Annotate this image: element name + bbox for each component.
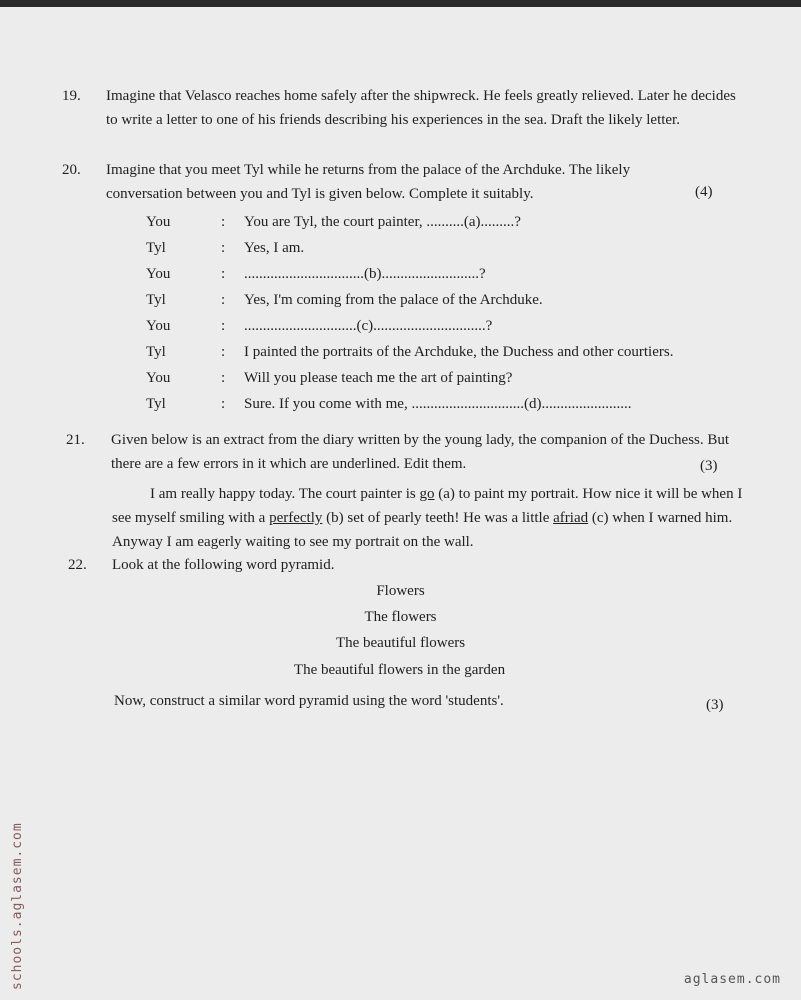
question-number: 20. [62, 162, 81, 178]
dialogue-line: ..............................(c)..............................? [244, 318, 493, 334]
question-number: 19. [62, 88, 81, 104]
speaker-label: You [146, 370, 171, 386]
diary-extract [112, 482, 744, 554]
page-top-edge [0, 0, 801, 7]
dialogue-line: Sure. If you come with me, ..............................(d)........................ [244, 396, 632, 412]
diary-text: (b) set of pearly teeth! He was a little [322, 510, 554, 526]
question-text: Look at the following word pyramid. [112, 557, 335, 573]
separator-colon: : [221, 396, 226, 412]
marks-label: (3) [706, 697, 724, 713]
dialogue-line: You are Tyl, the court painter, ..........(a).........? [244, 214, 521, 230]
pyramid-line: The beautiful flowers in the garden [293, 662, 506, 678]
separator-colon: : [221, 370, 226, 386]
question-number: 21. [66, 432, 85, 448]
dialogue-line: Yes, I am. [244, 240, 305, 256]
instruction-text: Now, construct a similar word pyramid using the word 'students'. [114, 693, 504, 709]
marks-label: (3) [700, 458, 718, 474]
speaker-label: You [146, 318, 171, 334]
underlined-error-a: go [419, 486, 435, 502]
separator-colon: : [221, 240, 226, 256]
question-text: Imagine that you meet Tyl while he returns from the palace of the Archduke. The likely conversation between you and Tyl is given below. Complete it suitably. [106, 162, 631, 202]
dialogue-line: ................................(b)..........................? [244, 266, 486, 282]
speaker-label: You [146, 214, 171, 230]
pyramid-line: The flowers [364, 609, 437, 625]
question-text: Imagine that Velasco reaches home safely after the shipwreck. He feels greatly relieved. Later he decides to write a letter to one of his friends describing his experiences in the sea. Draft the likely letter. [106, 88, 736, 128]
diary-text: I am really happy today. The court painter is [150, 486, 420, 502]
question-text: Given below is an extract from the diary written by the young lady, the companion of the Duchess. But there are a few errors in it which are underlined. Edit them. [111, 432, 730, 472]
separator-colon: : [221, 214, 226, 230]
speaker-label: Tyl [146, 396, 166, 412]
watermark-corner: aglasem.com [683, 972, 781, 987]
separator-colon: : [221, 266, 226, 282]
diary-text: (a) to paint my portrait. How nice it will be when I see myself smiling with a [112, 486, 743, 526]
separator-colon: : [221, 344, 226, 360]
separator-colon: : [221, 292, 226, 308]
dialogue-line: I painted the portraits of the Archduke, the Duchess and other courtiers. [244, 344, 674, 360]
underlined-error-c: afriad [553, 510, 589, 526]
underlined-error-b: perfectly [269, 510, 323, 526]
speaker-label: Tyl [146, 344, 166, 360]
speaker-label: Tyl [146, 292, 166, 308]
pyramid-line: Flowers [376, 583, 425, 599]
speaker-label: You [146, 266, 171, 282]
question-number: 22. [68, 557, 87, 573]
marks-label: (4) [695, 184, 713, 200]
diary-text: (c) when I warned him. Anyway I am eagerly waiting to see my portrait on the wall. [112, 510, 733, 550]
dialogue-line: Yes, I'm coming from the palace of the Archduke. [244, 292, 543, 308]
dialogue-line: Will you please teach me the art of painting? [244, 370, 513, 386]
separator-colon: : [221, 318, 226, 334]
watermark-side: schools.aglasem.com [10, 822, 25, 990]
question-22-instruction [114, 689, 674, 713]
pyramid-line: The beautiful flowers [335, 635, 466, 651]
speaker-label: Tyl [146, 240, 166, 256]
